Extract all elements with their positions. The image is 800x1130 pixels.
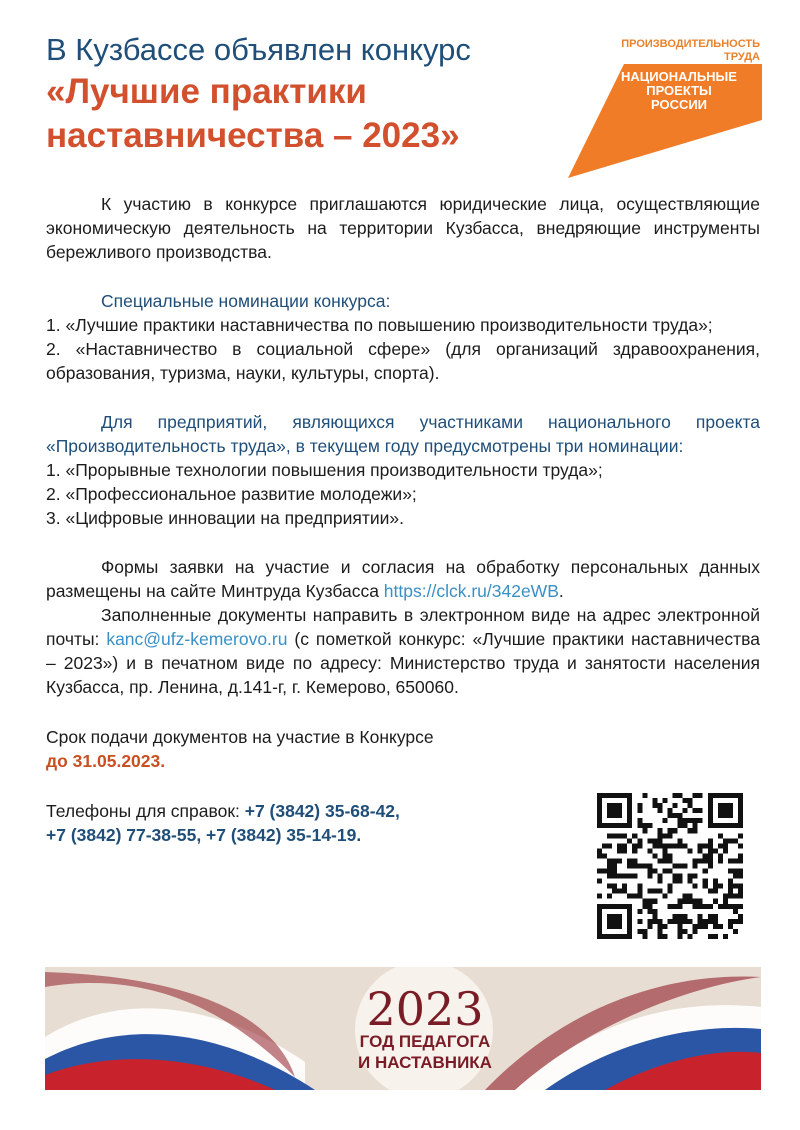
logo-caption: ПРОИЗВОДИТЕЛЬНОСТЬ ТРУДА	[621, 38, 760, 63]
logo-text: НАЦИОНАЛЬНЫЕ ПРОЕКТЫ РОССИИ	[621, 69, 737, 112]
forms-link[interactable]: https://clck.ru/342eWB	[383, 581, 559, 601]
email-link[interactable]: kanc@ufz-kemerovo.ru	[106, 629, 288, 649]
phones-line: Телефоны для справок: +7 (3842) 35-68-42,	[46, 801, 400, 821]
phone-number[interactable]: +7 (3842) 35-68-42,	[244, 801, 400, 821]
qr-code-icon	[597, 793, 743, 939]
emblem-year: 2023	[366, 982, 484, 1033]
enterprise-nomination-item: 1. «Прорывные технологии повышения производительности труда»;	[46, 460, 603, 480]
intro-paragraph: К участию в конкурсе приглашаются юридические лица, осуществляющие экономическую деятельность на территории Кузбасса, внедряющие инструменты бережливого производства.	[46, 194, 760, 262]
special-nomination-item: 2. «Наставничество в социальной сфере» (для организаций здравоохранения, образования, туризма, науки, культуры, спорта).	[46, 339, 760, 383]
year-banner	[45, 967, 761, 1090]
page-title	[46, 30, 586, 158]
title-line-3: наставничества – 2023»	[46, 116, 460, 155]
special-nominations-heading: Специальные номинации конкурса:	[101, 291, 391, 311]
submit-paragraph: Заполненные документы направить в электронном виде на адрес электронной почты: kanc@ufz-kemerovo.ru (с пометкой конкурс: «Лучшие практики наставничества – 2023») и в печатном виде по адресу: Министерство труда и занятости населения Кузбасса, пр. Ленина, д.141-г, г. Кемерово, 650060.	[46, 605, 760, 697]
enterprise-nomination-item: 3. «Цифровые инновации на предприятии».	[46, 508, 404, 528]
year-2023-emblem-icon	[345, 973, 505, 1033]
enterprise-nomination-item: 2. «Профессиональное развитие молодежи»;	[46, 484, 417, 504]
forms-paragraph: Формы заявки на участие и согласия на обработку персональных данных размещены на сайте Минтруда Кузбасса https://clck.ru/342eWB.	[46, 557, 760, 601]
title-line-1: В Кузбассе объявлен конкурс	[46, 32, 471, 67]
title-line-2: «Лучшие практики	[46, 72, 367, 111]
enterprise-nominations-heading: Для предприятий, являющихся участниками национального проекта «Производительность труда», в текущем году предусмотрены три номинации:	[46, 412, 760, 456]
national-projects-logo	[566, 28, 766, 178]
qr-code	[597, 793, 743, 939]
special-nomination-item: 1. «Лучшие практики наставничества по повышению производительности труда»;	[46, 315, 713, 335]
announcement-body	[46, 192, 760, 847]
year-label: ГОД ПЕДАГОГА И НАСТАВНИКА	[358, 1032, 492, 1072]
phone-numbers[interactable]: +7 (3842) 77-38-55, +7 (3842) 35-14-19.	[46, 825, 362, 845]
deadline-date: до 31.05.2023.	[46, 751, 166, 771]
deadline-label: Срок подачи документов на участие в Конкурсе	[46, 727, 434, 747]
